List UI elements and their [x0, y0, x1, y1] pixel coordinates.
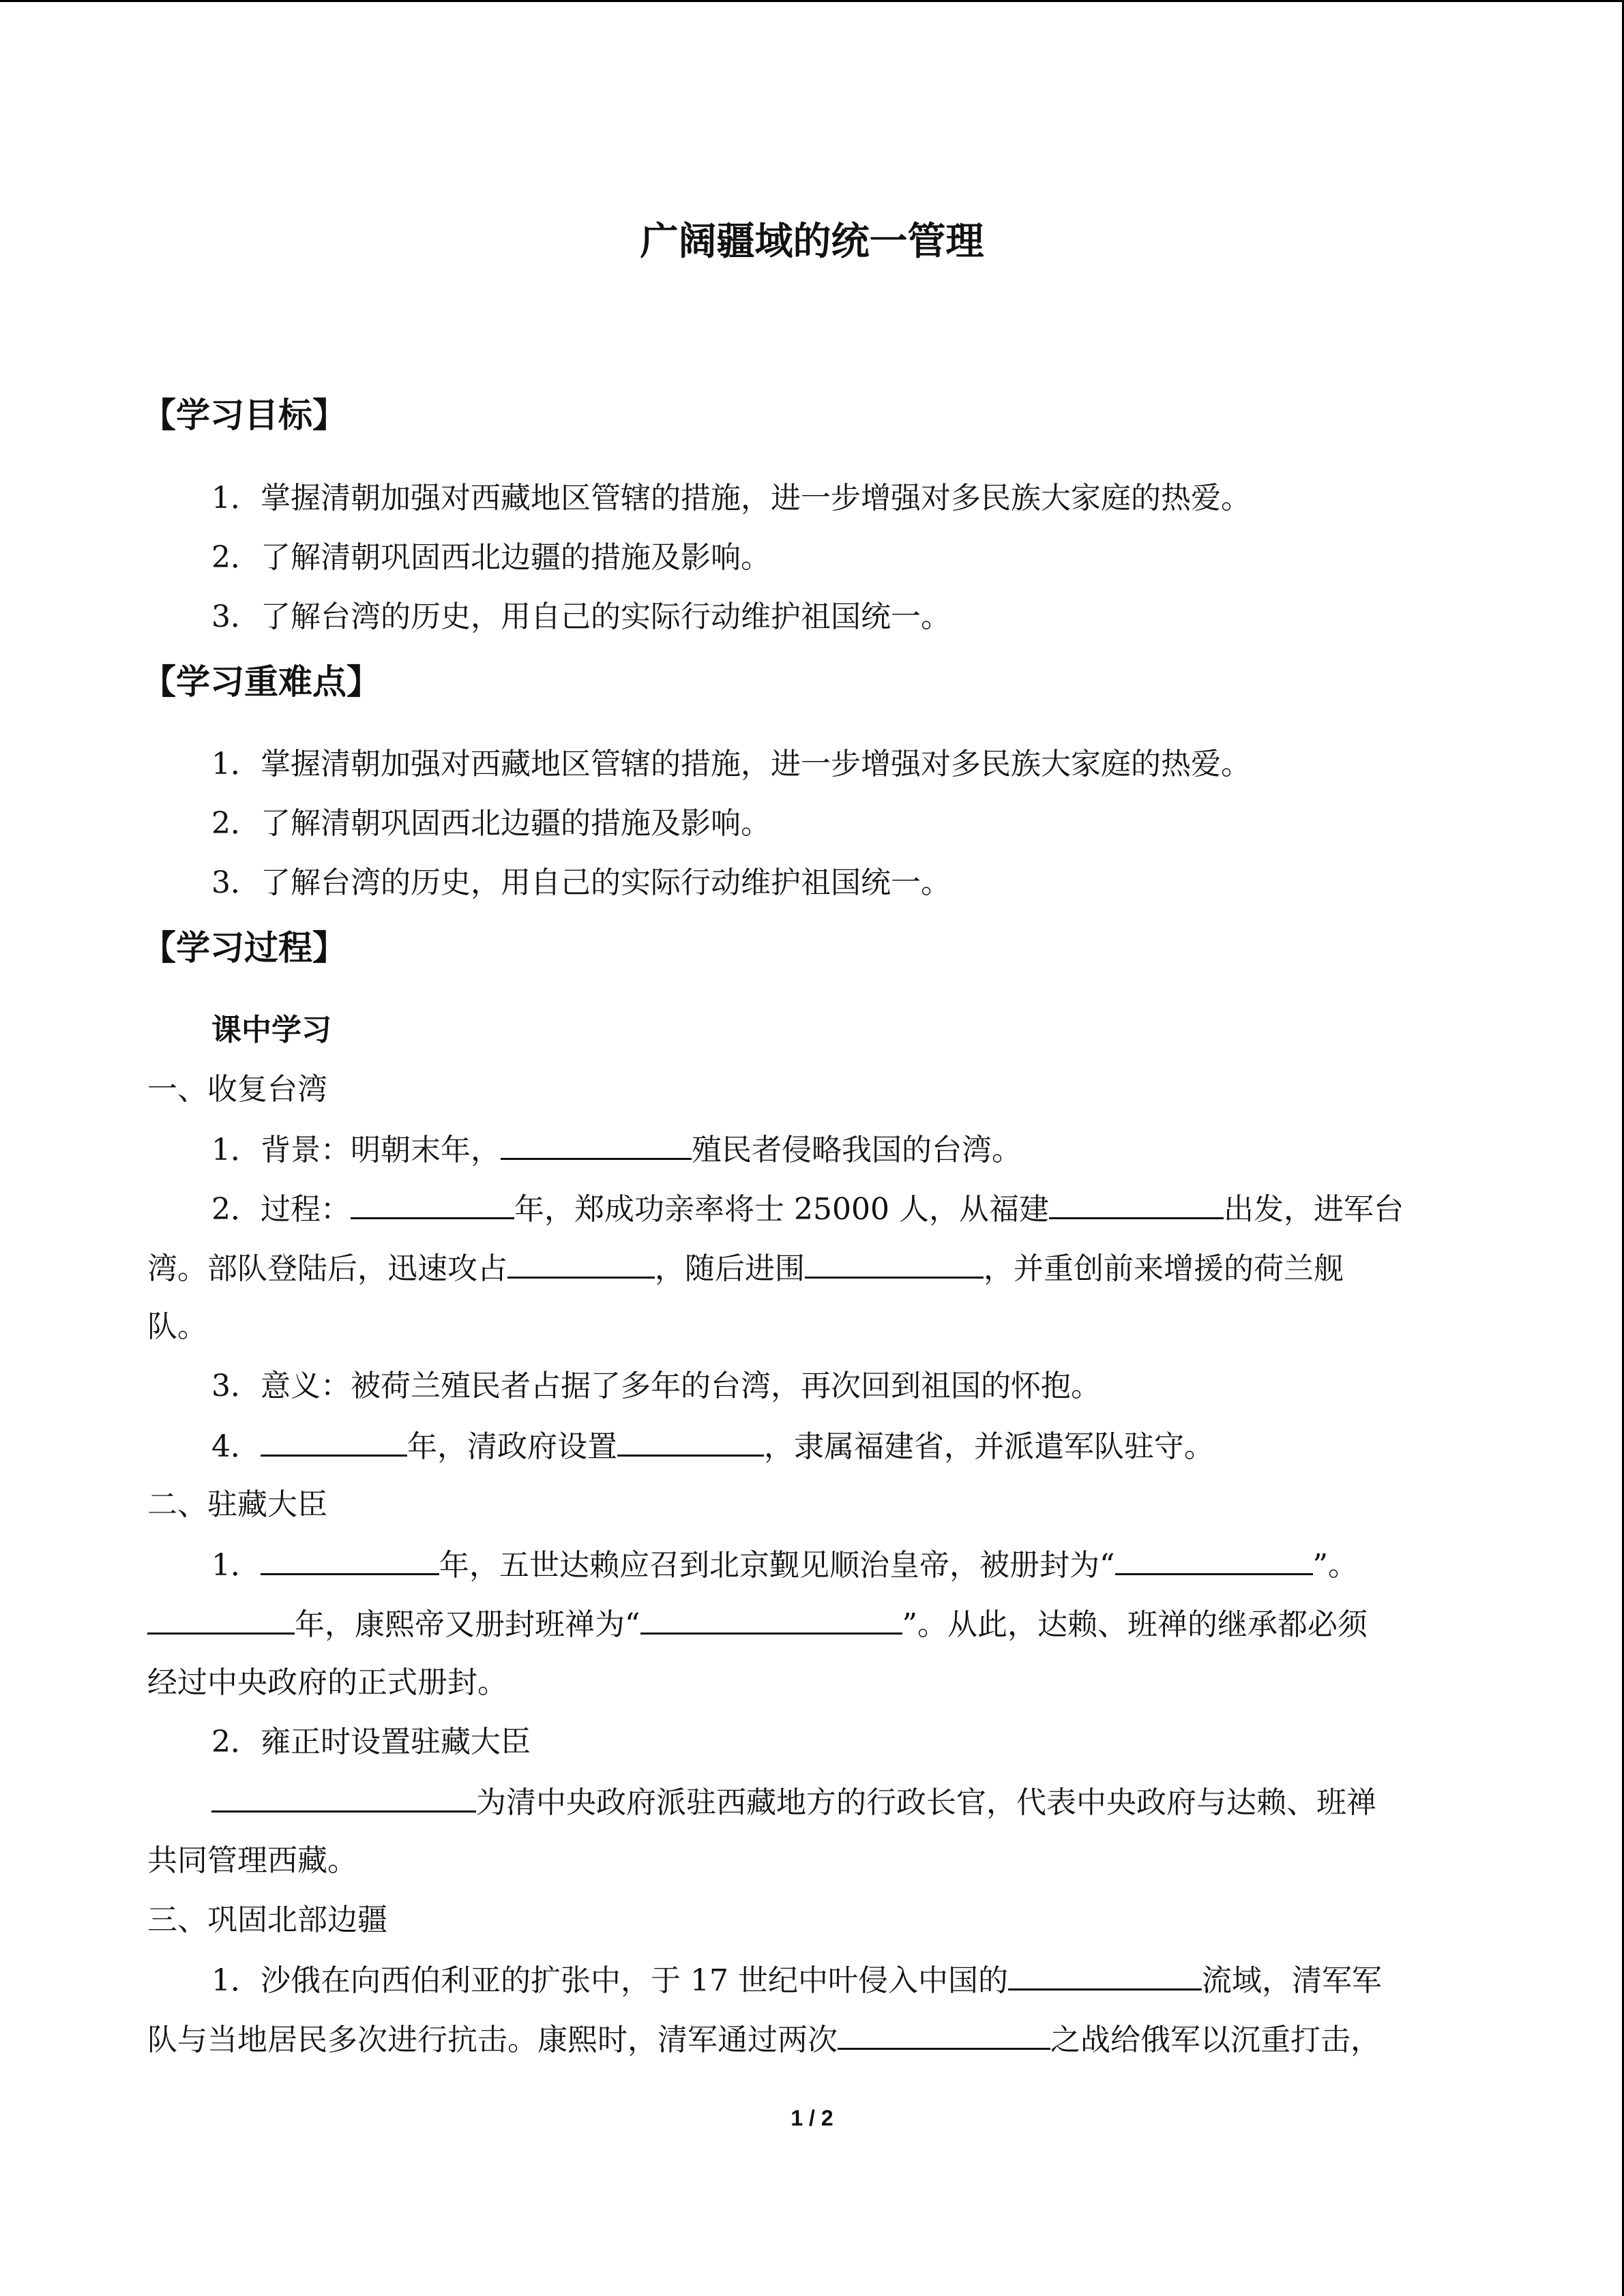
text: 年，康熙帝又册封班禅为“ — [295, 1607, 640, 1642]
part2-item-1 — [211, 1540, 1358, 1590]
text: ”。从此，达赖、班禅的继承都必须 — [902, 1607, 1368, 1642]
page-title: 广阔疆域的统一管理 — [640, 220, 984, 264]
part3-heading: 三、巩固北部边疆 — [147, 1903, 387, 1937]
text: 流域，清军军 — [1201, 1963, 1382, 1998]
text: 队与当地居民多次进行抗击。康熙时，清军通过两次 — [147, 2023, 838, 2057]
text: 出发，进军台 — [1223, 1192, 1404, 1227]
subheading-in-class: 课中学习 — [211, 1013, 331, 1047]
part1-heading: 一、收复台湾 — [147, 1072, 327, 1107]
text: ”。 — [1312, 1548, 1358, 1583]
answer-blank[interactable] — [261, 1422, 407, 1457]
answer-blank[interactable] — [261, 1540, 439, 1575]
answer-blank[interactable] — [1115, 1540, 1313, 1575]
text: 殖民者侵略我国的台湾。 — [692, 1133, 1022, 1167]
answer-blank[interactable] — [1008, 1956, 1202, 1991]
text: 湾。部队登陆后，迅速攻占 — [147, 1251, 507, 1286]
text: ，并重创前来增援的荷兰舰 — [984, 1251, 1344, 1286]
section-heading-key-points: 【学习重难点】 — [142, 662, 381, 702]
text: ，随后进围 — [655, 1251, 805, 1286]
answer-blank[interactable] — [147, 1600, 295, 1635]
text: 1．背景：明朝末年， — [211, 1133, 501, 1167]
answer-blank[interactable] — [351, 1184, 514, 1219]
text: ，隶属福建省，并派遣军队驻守。 — [764, 1429, 1214, 1464]
part1-item-1 — [211, 1125, 1022, 1174]
section-heading-goals: 【学习目标】 — [142, 396, 346, 435]
answer-blank[interactable] — [501, 1125, 692, 1160]
text: 年，清政府设置 — [407, 1429, 617, 1464]
key-point-item-3: 3．了解台湾的历史，用自己的实际行动维护祖国统一。 — [211, 865, 951, 900]
part2-heading: 二、驻藏大臣 — [147, 1487, 327, 1522]
key-point-item-1: 1．掌握清朝加强对西藏地区管辖的措施，进一步增强对多民族大家庭的热爱。 — [211, 747, 1251, 781]
key-point-item-2: 2．了解清朝巩固西北边疆的措施及影响。 — [211, 806, 771, 841]
answer-blank[interactable] — [507, 1244, 655, 1279]
part1-item-2 — [211, 1184, 1404, 1234]
part3-item-1-cont — [147, 2015, 1381, 2064]
text: 年，五世达赖应召到北京觐见顺治皇帝，被册封为“ — [439, 1548, 1115, 1583]
part1-item-2-end: 队。 — [147, 1309, 207, 1344]
part2-item-2-body — [211, 1778, 1376, 1827]
page-number: 1 / 2 — [791, 2106, 833, 2130]
text: 2．过程： — [211, 1192, 351, 1227]
text: 4． — [211, 1429, 261, 1464]
part1-item-2-cont — [147, 1244, 1344, 1293]
answer-blank[interactable] — [805, 1244, 984, 1279]
part1-item-4 — [211, 1422, 1214, 1471]
section-heading-process: 【学习过程】 — [142, 928, 346, 968]
answer-blank[interactable] — [640, 1600, 902, 1635]
part2-item-1-cont — [147, 1600, 1368, 1649]
answer-blank[interactable] — [838, 2015, 1050, 2050]
goal-item-2: 2．了解清朝巩固西北边疆的措施及影响。 — [211, 540, 771, 575]
goal-item-1: 1．掌握清朝加强对西藏地区管辖的措施，进一步增强对多民族大家庭的热爱。 — [211, 481, 1251, 516]
text: 1．沙俄在向西伯利亚的扩张中，于 17 世纪中叶侵入中国的 — [211, 1963, 1008, 1998]
text: 为清中央政府派驻西藏地方的行政长官，代表中央政府与达赖、班禅 — [476, 1785, 1376, 1820]
part2-item-2: 2．雍正时设置驻藏大臣 — [211, 1725, 531, 1759]
answer-blank[interactable] — [211, 1778, 476, 1813]
answer-blank[interactable] — [617, 1422, 764, 1457]
part3-item-1 — [211, 1956, 1382, 2005]
answer-blank[interactable] — [1049, 1184, 1224, 1219]
text: 之战给俄军以沉重打击， — [1050, 2023, 1381, 2057]
part2-item-1-end: 经过中央政府的正式册封。 — [147, 1665, 507, 1700]
text: 1． — [211, 1548, 261, 1583]
part1-item-3: 3．意义：被荷兰殖民者占据了多年的台湾，再次回到祖国的怀抱。 — [211, 1369, 1101, 1403]
goal-item-3: 3．了解台湾的历史，用自己的实际行动维护祖国统一。 — [211, 599, 951, 634]
text: 年，郑成功亲率将士 25000 人，从福建 — [514, 1192, 1049, 1227]
part2-item-2-end: 共同管理西藏。 — [147, 1843, 357, 1878]
